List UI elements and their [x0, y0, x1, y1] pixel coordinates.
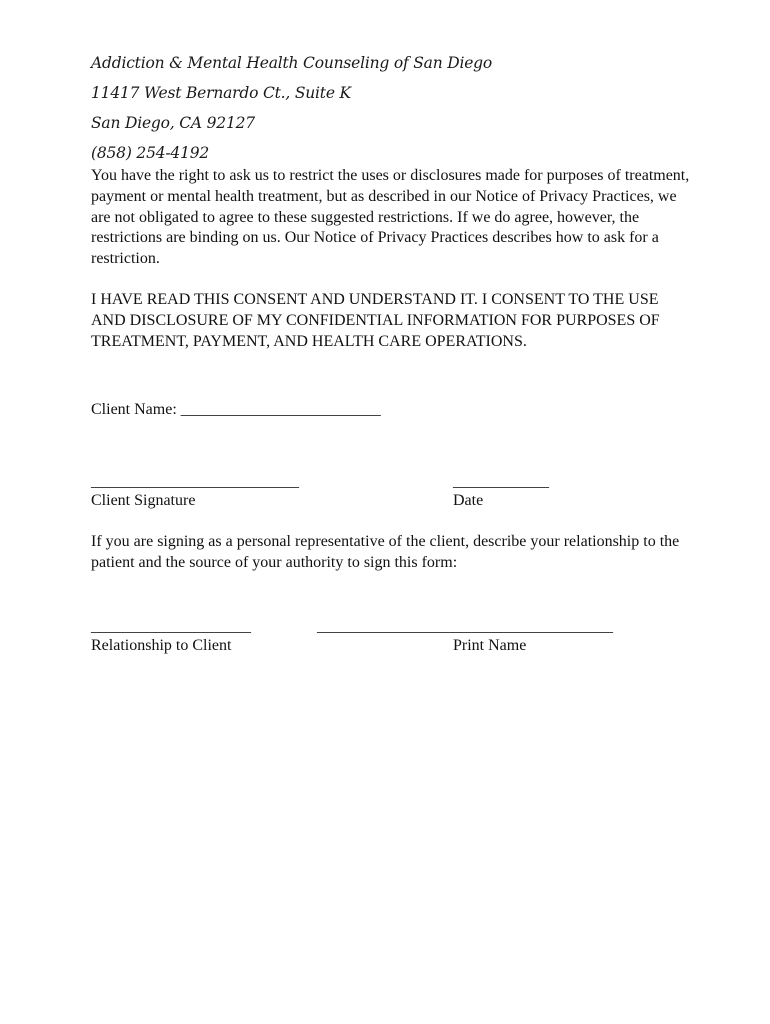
client-signature-blank[interactable]: __________________________ — [91, 473, 299, 490]
relationship-blank[interactable]: ____________________ — [91, 618, 251, 635]
address-line-2: San Diego, CA 92127 — [91, 114, 255, 132]
print-name-blank[interactable]: _____________________________________ — [317, 618, 613, 635]
date-label: Date — [453, 492, 484, 509]
date-blank[interactable]: ____________ — [453, 473, 549, 490]
client-name-field[interactable] — [91, 400, 381, 420]
consent-statement: I HAVE READ THIS CONSENT AND UNDERSTAND IT. I CONSENT TO THE USE AND DISCLOSURE OF MY CONFIDENTIAL INFORMATION FOR PURPOSES OF TREATMENT, PAYMENT, AND HEALTH CARE OPERATIONS. — [91, 291, 660, 350]
representative-note: If you are signing as a personal representative of the client, describe your relationship to the patient and the source of your authority to sign this form: — [91, 533, 680, 571]
relationship-label: Relationship to Client — [91, 637, 232, 654]
letterhead — [91, 48, 492, 168]
client-name-label: Client Name: — [91, 401, 177, 418]
address-line-1: 11417 West Bernardo Ct., Suite K — [91, 84, 351, 102]
print-name-label: Print Name — [453, 637, 527, 654]
phone-number: (858) 254-4192 — [91, 144, 210, 162]
client-name-blank[interactable]: _________________________ — [180, 401, 381, 418]
org-name: Addiction & Mental Health Counseling of San Diego — [91, 54, 493, 72]
client-signature-label: Client Signature — [91, 492, 196, 509]
restriction-rights-paragraph: You have the right to ask us to restrict the uses or disclosures made for purposes of treatment, payment or mental health treatment, but as described in our Notice of Privacy Practices, we are not obligated to agree to these suggested restrictions. If we do agree, however, the restrictions are binding on us. Our Notice of Privacy Practices describes how to ask for a restriction. — [91, 167, 690, 268]
